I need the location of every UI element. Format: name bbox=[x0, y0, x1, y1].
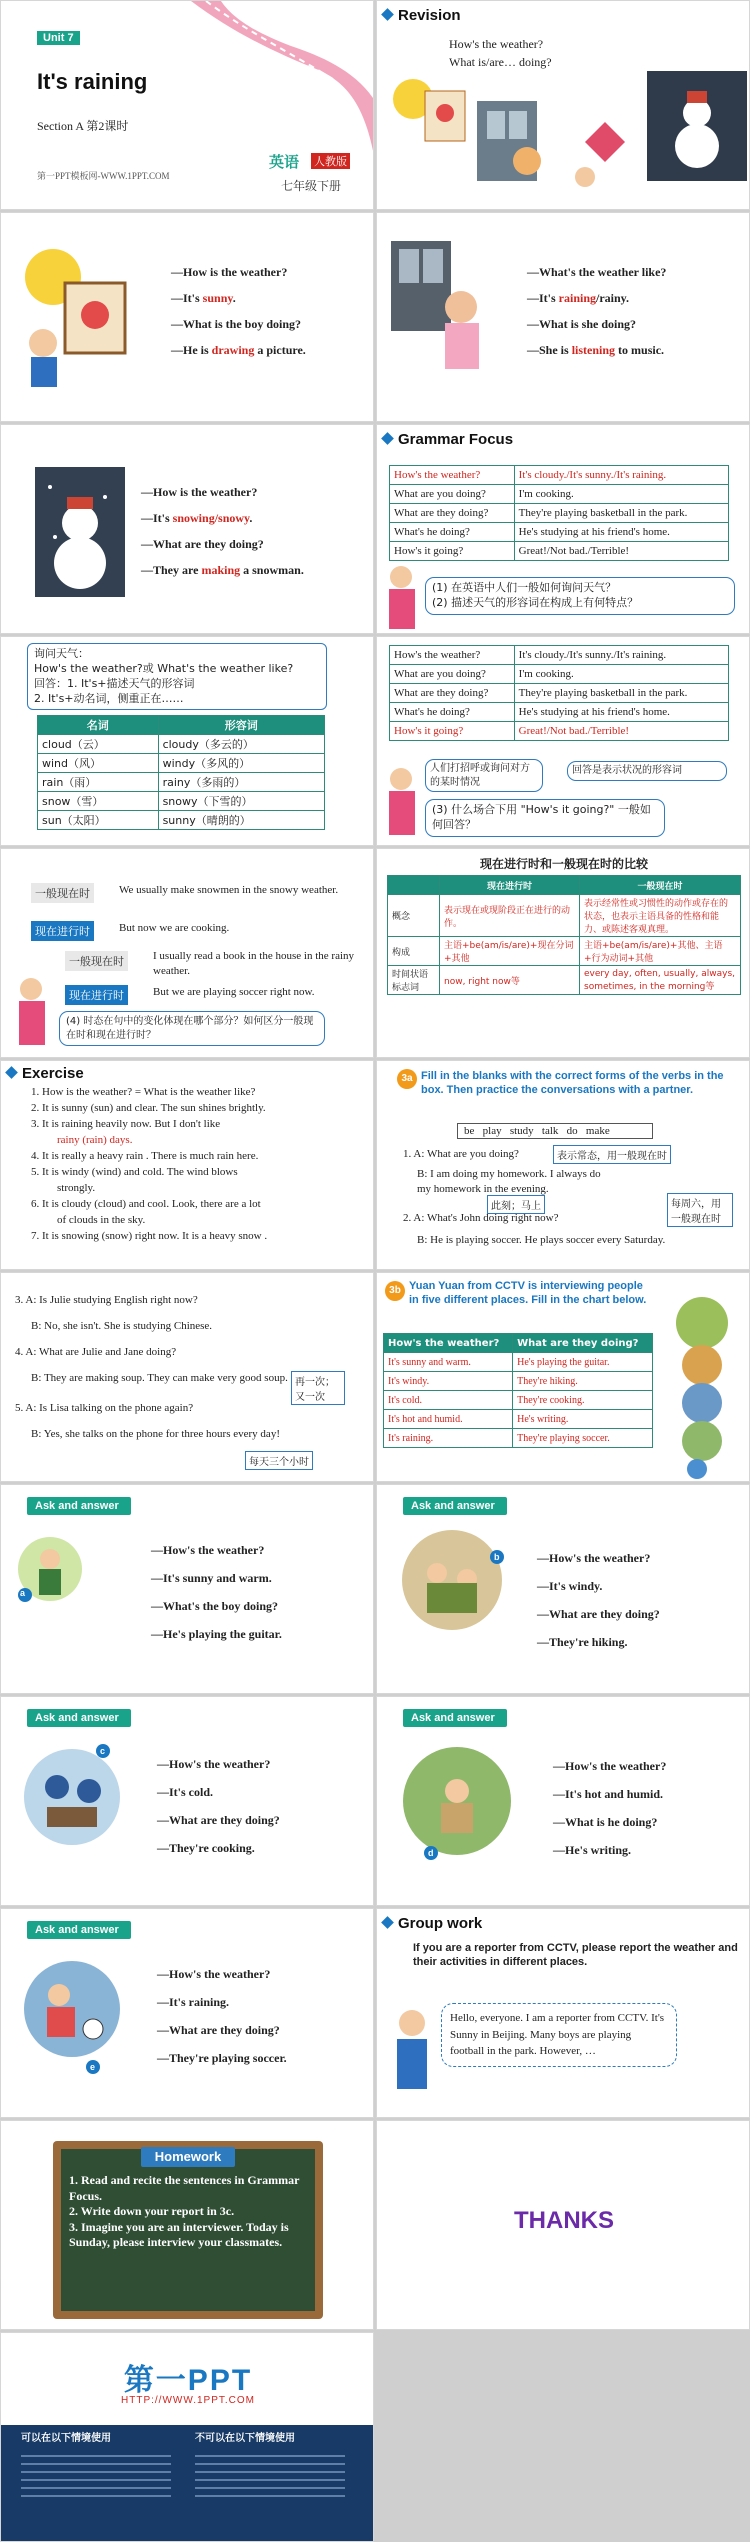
slide-brand bbox=[0, 2332, 374, 2542]
group-work-prompt: If you are a reporter from CCTV, please report the weather and their activities in different places. bbox=[413, 1942, 738, 1969]
diamond-icon bbox=[5, 1066, 18, 1079]
a-weather: —It's raining. bbox=[157, 1995, 230, 2009]
table-row: sun（太阳） sunny（晴朗的） bbox=[38, 811, 325, 830]
a-weather: —It's sunny and warm. bbox=[151, 1571, 272, 1585]
slide-3b bbox=[376, 1272, 750, 1482]
slide-grammar-going bbox=[376, 636, 750, 846]
q-weather: —How's the weather? bbox=[157, 1967, 271, 1981]
a-he-is-drawing: —He is drawing a picture. bbox=[171, 343, 306, 357]
homework-list bbox=[69, 2173, 309, 2251]
homework-item: 2. Write down your report in 3c. bbox=[69, 2204, 235, 2219]
conv-3b: B: No, she isn't. She is studying Chinese. bbox=[31, 1320, 213, 1332]
sunny-artist-illustration bbox=[385, 71, 475, 151]
a-activity: —They're playing soccer. bbox=[157, 2051, 287, 2065]
license-link-list-2 bbox=[195, 2449, 345, 2535]
instruction-3a: Fill in the blanks with the correct forms of the verbs in the box. Then practice the conversations with a partner. bbox=[421, 1070, 724, 1097]
grade-label: 七年级下册 bbox=[281, 179, 342, 193]
q-what-she-doing: —What is she doing? bbox=[527, 317, 637, 331]
exercise-line-9: of clouds in the sky. bbox=[57, 1214, 146, 1226]
table-row: What are you doing? I'm cooking. bbox=[390, 485, 729, 504]
slide-snowy-snowman bbox=[0, 424, 374, 634]
table-header: How's the weather? What are they doing? bbox=[384, 1334, 653, 1353]
conv-1a: 1. A: What are you doing? bbox=[403, 1148, 519, 1160]
rainy-window-illustration bbox=[477, 91, 557, 191]
grammar-table-2 bbox=[389, 645, 729, 741]
table-row: How's the weather? It's cloudy./It's sunny./It's raining. bbox=[390, 466, 729, 485]
table-row: It's windy. They're hiking. bbox=[384, 1372, 653, 1391]
table-row: 构成 主语+be(am/is/are)+现在分词+其他 主语+be(am/is/are)+其他、主语+行为动词+其他 bbox=[388, 937, 741, 966]
grammar-heading: Grammar Focus bbox=[383, 431, 513, 448]
slide-3a-cont bbox=[0, 1272, 374, 1482]
site-label: 第一PPT模板网-WWW.1PPT.COM bbox=[37, 171, 170, 181]
greeting-note-bubble: 人们打招呼或询问对方的某时情况 bbox=[425, 759, 543, 792]
a-weather: —It's windy. bbox=[537, 1579, 603, 1593]
a-making-snowman: —They are making a snowman. bbox=[141, 563, 304, 577]
a-activity: —He's playing the guitar. bbox=[151, 1627, 282, 1641]
conv-5a: 5. A: Is Lisa talking on the phone again? bbox=[15, 1402, 194, 1414]
comparison-table bbox=[387, 875, 741, 995]
tag-present-progressive: 现在进行时 bbox=[31, 921, 94, 941]
q-activity: —What are they doing? bbox=[157, 2023, 280, 2037]
thanks-text: THANKS bbox=[514, 2207, 614, 2234]
lesson-title: It's raining bbox=[37, 69, 148, 94]
brand-logo: 第一PPT bbox=[123, 2364, 253, 2397]
conv-3a: 3. A: Is Julie studying English right now? bbox=[15, 1294, 198, 1306]
tag-simple-present: 一般现在时 bbox=[31, 883, 94, 903]
grammar-table bbox=[389, 465, 729, 561]
instruction-3b: Yuan Yuan from CCTV is interviewing people in five different places. Fill in the chart below. bbox=[409, 1280, 647, 1307]
a-weather: —It's hot and humid. bbox=[553, 1787, 664, 1801]
a-activity: —They're hiking. bbox=[537, 1635, 628, 1649]
a-activity: —He's writing. bbox=[553, 1843, 631, 1857]
conv-4a: 4. A: What are Julie and Jane doing? bbox=[15, 1346, 177, 1358]
table-row: 时间状语标志词 now, right now等 every day, often, usually, always, sometimes, in the morning等 bbox=[388, 966, 741, 995]
table-header: 现在进行时 一般现在时 bbox=[388, 876, 741, 895]
places-illustration bbox=[657, 1293, 747, 1479]
example-2: But now we are cooking. bbox=[119, 922, 230, 934]
picture-letter: b bbox=[494, 1552, 500, 1562]
conv-5b: B: Yes, she talks on the phone for three hours every day! bbox=[31, 1428, 280, 1440]
q-activity: —What is he doing? bbox=[553, 1815, 658, 1829]
slide-weather-words bbox=[0, 636, 374, 846]
section-label: Section A 第2课时 bbox=[37, 119, 129, 133]
slide-ask-answer-c bbox=[0, 1696, 374, 1906]
edition-label: 人教版 bbox=[311, 153, 350, 169]
q-weather: —How's the weather? bbox=[157, 1757, 271, 1771]
comparison-title: 现在进行时和一般现在时的比较 bbox=[479, 857, 648, 871]
report-speech-bubble: Hello, everyone. I am a reporter from CCTV. It's Sunny in Beijing. Many boys are playing football in the park. However, … bbox=[441, 2003, 677, 2067]
diamond-icon bbox=[381, 432, 394, 445]
cooking-illustration bbox=[17, 1737, 127, 1847]
reporter-illustration bbox=[387, 2005, 437, 2105]
table-row: What are you doing? I'm cooking. bbox=[390, 665, 729, 684]
tag-present-progressive-2: 现在进行时 bbox=[65, 985, 128, 1005]
q-weather: —How's the weather? bbox=[537, 1551, 651, 1565]
slide-thanks bbox=[376, 2120, 750, 2330]
snowman-illustration bbox=[35, 467, 125, 597]
girl-kite-illustration bbox=[555, 117, 635, 197]
noun-adjective-table bbox=[37, 715, 325, 830]
q-activity: —What are they doing? bbox=[157, 1813, 280, 1827]
ask-answer-tag: Ask and answer bbox=[403, 1497, 507, 1515]
exercise-line-4: rainy (rain) days. bbox=[57, 1134, 133, 1146]
teacher-illustration bbox=[381, 563, 423, 633]
going-question-bubble: (3) 什么场合下用 "How's it going?" 一般如何回答？ bbox=[425, 799, 665, 837]
table-row: It's cold. They're cooking. bbox=[384, 1391, 653, 1410]
picture-letter: a bbox=[20, 1588, 26, 1598]
table-row: wind（风） windy（多风的） bbox=[38, 754, 325, 773]
subject-label: 英语 bbox=[269, 155, 300, 171]
answer-note-bubble: 回答是表示状况的形容词 bbox=[567, 761, 727, 781]
license-link-list bbox=[21, 2449, 171, 2535]
picture-letter: e bbox=[90, 2062, 96, 2072]
homework-title: Homework bbox=[141, 2147, 235, 2167]
table-row: It's raining. They're playing soccer. bbox=[384, 1429, 653, 1448]
revision-q1: How's the weather? bbox=[449, 37, 544, 51]
verb-box: be play study talk do make bbox=[457, 1123, 653, 1139]
interview-chart bbox=[383, 1333, 653, 1448]
writer-illustration bbox=[397, 1741, 517, 1871]
exercise-line-5: 4. It is really a heavy rain . There is much rain here. bbox=[31, 1150, 259, 1162]
conv-1b: B: I am doing my homework. I always do my homework in the evening. bbox=[417, 1168, 601, 1195]
snowy-snowman-illustration bbox=[647, 71, 747, 181]
example-3: I usually read a book in the house in the rainy weather. bbox=[153, 950, 355, 977]
teacher-illustration bbox=[381, 765, 423, 841]
slide-group-work bbox=[376, 1908, 750, 2118]
slide-sunny-drawing bbox=[0, 212, 374, 422]
ask-answer-tag: Ask and answer bbox=[27, 1709, 131, 1727]
q-activity: —What are they doing? bbox=[537, 1607, 660, 1621]
table-row: How's it going? Great!/Not bad./Terrible! bbox=[390, 542, 729, 561]
table-row: snow（雪） snowy（下雪的） bbox=[38, 792, 325, 811]
table-row: 概念 表示现在或现阶段正在进行的动作。 表示经常性或习惯性的动作或存在的状态，也表示主语具备的性格和能力、或陈述客观真理。 bbox=[388, 895, 741, 937]
license-forbidden: 不可以在以下情境使用 bbox=[195, 2433, 295, 2444]
note-now: 此刻；马上 bbox=[487, 1195, 545, 1214]
tag-simple-present-2: 一般现在时 bbox=[65, 951, 128, 971]
conv-2a: 2. A: What's John doing right now? bbox=[403, 1212, 559, 1224]
road-graphic bbox=[151, 1, 374, 161]
q-what-boy-doing: —What is the boy doing? bbox=[171, 317, 302, 331]
exercise-line-3: 3. It is raining heavily now. But I don't like bbox=[31, 1118, 221, 1130]
weather-note-box: 询问天气： How's the weather?或 What's the weather like? 回答：1. It's+描述天气的形容词 2. It's+动名词，侧重正在…… bbox=[27, 643, 327, 710]
exercise-heading: Exercise bbox=[7, 1065, 84, 1082]
exercise-line-10: 7. It is snowing (snow) right now. It is a heavy snow . bbox=[31, 1230, 268, 1242]
hikers-illustration bbox=[397, 1525, 507, 1635]
guitar-player-illustration bbox=[15, 1529, 85, 1619]
ask-answer-tag: Ask and answer bbox=[27, 1921, 131, 1939]
soccer-illustration bbox=[17, 1949, 127, 2079]
exercise-line-8: 6. It is cloudy (cloud) and cool. Look, there are a lot bbox=[31, 1198, 261, 1210]
table-header: 名词 形容词 bbox=[38, 716, 325, 735]
slide-homework bbox=[0, 2120, 374, 2330]
table-row: It's sunny and warm. He's playing the guitar. bbox=[384, 1353, 653, 1372]
exercise-line-1: 1. How is the weather? = What is the weather like? bbox=[31, 1086, 256, 1098]
ask-answer-tag: Ask and answer bbox=[403, 1709, 507, 1727]
slide-ask-answer-b bbox=[376, 1484, 750, 1694]
q-weather: —How's the weather? bbox=[553, 1759, 667, 1773]
table-row: rain（雨） rainy（多雨的） bbox=[38, 773, 325, 792]
table-row: It's hot and humid. He's writing. bbox=[384, 1410, 653, 1429]
boy-drawing-illustration bbox=[15, 243, 145, 393]
diamond-icon bbox=[381, 8, 394, 21]
ask-answer-tag: Ask and answer bbox=[27, 1497, 131, 1515]
note-saturday: 每周六，用一般现在时 bbox=[667, 1193, 733, 1227]
q-weather: —How's the weather? bbox=[151, 1543, 265, 1557]
table-row: What are they doing? They're playing basketball in the park. bbox=[390, 684, 729, 703]
slide-ask-answer-e bbox=[0, 1908, 374, 2118]
slide-grammar-focus bbox=[376, 424, 750, 634]
teacher-illustration bbox=[11, 975, 55, 1055]
example-4: But we are playing soccer right now. bbox=[153, 986, 315, 998]
a-its-raining: —It's raining/rainy. bbox=[527, 291, 630, 305]
diamond-icon bbox=[381, 1916, 394, 1929]
table-row: What are they doing? They're playing basketball in the park. bbox=[390, 504, 729, 523]
slide-tense-examples bbox=[0, 848, 374, 1058]
example-1: We usually make snowmen in the snowy weather. bbox=[119, 884, 339, 896]
revision-heading: Revision bbox=[383, 7, 461, 24]
q-weather-like: —What's the weather like? bbox=[527, 265, 667, 279]
exercise-line-7: strongly. bbox=[57, 1182, 96, 1194]
a-its-sunny: —It's sunny. bbox=[171, 291, 236, 305]
q-what-they-doing: —What are they doing? bbox=[141, 537, 264, 551]
slide-ask-answer-a bbox=[0, 1484, 374, 1694]
slide-tense-comparison bbox=[376, 848, 750, 1058]
badge-3a: 3a bbox=[397, 1069, 417, 1089]
slide-3a bbox=[376, 1060, 750, 1270]
tense-question-bubble: (4) 时态在句中的变化体现在哪个部分？如何区分一般现在时和现在进行时？ bbox=[59, 1011, 325, 1046]
slide-title bbox=[0, 0, 374, 210]
q-how-weather: —How is the weather? bbox=[171, 265, 288, 279]
table-row: What's he doing? He's studying at his friend's home. bbox=[390, 703, 729, 722]
table-row: How's it going? Great!/Not bad./Terrible! bbox=[390, 722, 729, 741]
brand-url: HTTP://WWW.1PPT.COM bbox=[121, 2395, 255, 2406]
unit-badge: Unit 7 bbox=[37, 31, 80, 45]
table-row: cloud（云） cloudy（多云的） bbox=[38, 735, 325, 754]
a-she-listening: —She is listening to music. bbox=[527, 343, 665, 357]
slide-revision bbox=[376, 0, 750, 210]
picture-letter: d bbox=[428, 1848, 434, 1858]
badge-3b: 3b bbox=[385, 1281, 405, 1301]
exercise-line-2: 2. It is sunny (sun) and clear. The sun shines brightly. bbox=[31, 1102, 266, 1114]
homework-item: 3. Imagine you are an interviewer. Today is Sunday, please interview your classmates. bbox=[69, 2219, 289, 2250]
slide-exercise bbox=[0, 1060, 374, 1270]
grammar-question-bubble: (1) 在英语中人们一般如何询问天气？ (2) 描述天气的形容词在构成上有何特点？ bbox=[425, 577, 735, 615]
exercise-line-6: 5. It is windy (wind) and cold. The wind blows bbox=[31, 1166, 238, 1178]
girl-listening-illustration bbox=[391, 241, 511, 391]
note-again: 再一次；又一次 bbox=[291, 1371, 345, 1405]
note-three-hours: 每天三个小时 bbox=[245, 1451, 313, 1470]
revision-q2: What is/are… doing? bbox=[449, 55, 552, 69]
slide-rainy-music bbox=[376, 212, 750, 422]
license-allowed: 可以在以下情境使用 bbox=[21, 2433, 111, 2444]
homework-item: 1. Read and recite the sentences in Grammar Focus. bbox=[69, 2173, 300, 2203]
table-row: How's the weather? It's cloudy./It's sunny./It's raining. bbox=[390, 646, 729, 665]
table-row: What's he doing? He's studying at his friend's home. bbox=[390, 523, 729, 542]
conv-4b: B: They are making soup. They can make very good soup. bbox=[31, 1372, 288, 1384]
a-weather: —It's cold. bbox=[157, 1785, 214, 1799]
slide-ask-answer-d bbox=[376, 1696, 750, 1906]
a-its-snowing: —It's snowing/snowy. bbox=[141, 511, 253, 525]
conv-2b: B: He is playing soccer. He plays soccer every Saturday. bbox=[417, 1234, 666, 1246]
q-activity: —What's the boy doing? bbox=[151, 1599, 279, 1613]
picture-letter: c bbox=[100, 1746, 106, 1756]
note-habit: 表示常态，用一般现在时 bbox=[553, 1145, 671, 1164]
q-how-weather-snow: —How is the weather? bbox=[141, 485, 258, 499]
a-activity: —They're cooking. bbox=[157, 1841, 255, 1855]
group-work-heading: Group work bbox=[383, 1915, 482, 1932]
